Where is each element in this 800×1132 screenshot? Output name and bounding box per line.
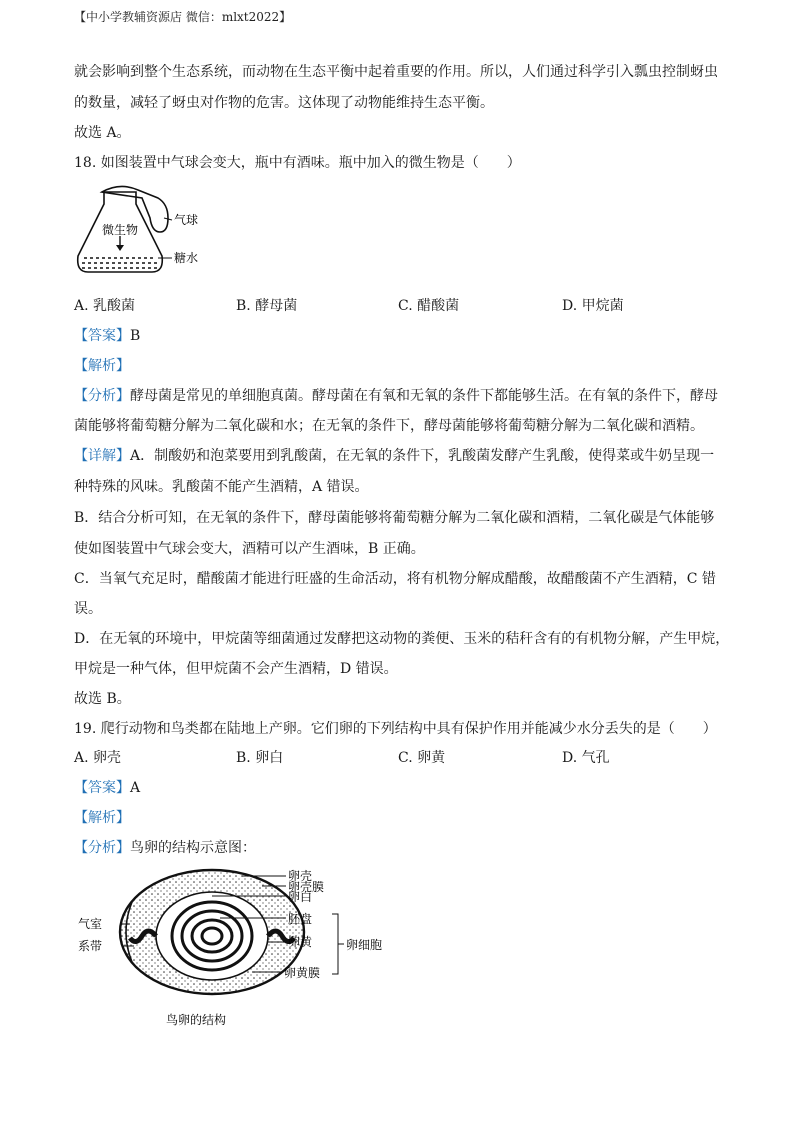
sugar-water-liquid [82,258,158,268]
intro-line-2: 的数量，减轻了蚜虫对作物的危害。这体现了动物能维持生态平衡。 [74,95,494,111]
q18-xiangjie-3: B．结合分析可知，在无氧的条件下，酵母菌能够将葡萄糖分解为二氧化碳和酒精，二氧化碳是气体能够 [74,510,715,526]
label-chalaza: 系带 [78,939,103,953]
q18-xiangjie-4: 使如图装置中气球会变大，酒精可以产生酒味，B 正确。 [74,541,425,557]
label-shell: 卵壳 [288,869,313,883]
label-shell-membrane: 卵壳膜 [288,880,325,894]
q18-xiangjie-1: 【详解】A．制酸奶和泡菜要用到乳酸菌，在无氧的条件下，乳酸菌发酵产生乳酸，使得菜或牛奶呈现一 [74,448,715,464]
label-yolk: 卵黄 [288,935,313,949]
figure-caption: 鸟卵的结构 [166,1013,227,1027]
q18-xiangjie-5: C．当氧气充足时，醋酸菌才能进行旺盛的生命活动，将有机物分解成醋酸，故醋酸菌不产生酒精，C 错 [74,571,716,587]
q19-stem: 19. 爬行动物和鸟类都在陆地上产卵。它们卵的下列结构中具有保护作用并能减少水分丢失的是（ ） [74,721,717,737]
label-albumen: 卵白 [288,890,313,904]
label-germinal-disc: 胚盘 [288,912,313,926]
q18-fenxi-2: 菌能够将葡萄糖分解为二氧化碳和水；在无氧的条件下，酵母菌能够将葡萄糖分解为二氧化碳和酒精。 [74,418,704,434]
answer-tag: 【答案】 [74,328,130,344]
egg-structure-figure [72,862,402,1030]
q18-option-d: D. 甲烷菌 [562,298,624,314]
q19-analysis-tag: 【解析】 [74,810,130,826]
q18-conclusion: 故选 B。 [74,691,131,707]
label-yolk-membrane: 卵黄膜 [284,966,321,980]
header-watermark: 【中小学教辅资源店 微信：mlxt2022】 [74,10,292,24]
q18-option-b: B. 酵母菌 [236,298,298,314]
q18-stem: 18. 如图装置中气球会变大，瓶中有酒味。瓶中加入的微生物是（ ） [74,155,521,171]
q18-fenxi-1: 【分析】酵母菌是常见的单细胞真菌。酵母菌在有氧和无氧的条件下都能够生活。在有氧的条件下，酵母 [74,388,718,404]
q18-xiangjie-2: 种特殊的风味。乳酸菌不能产生酒精，A 错误。 [74,479,369,495]
q19-option-c: C. 卵黄 [398,750,446,766]
label-egg-cell: 卵细胞 [346,938,383,952]
q18-xiangjie-8: 甲烷是一种气体，但甲烷菌不会产生酒精，D 错误。 [74,661,398,677]
intro-line-1: 就会影响到整个生态系统，而动物在生态平衡中起着重要的作用。所以，人们通过科学引入瓢虫控制蚜虫 [74,64,718,80]
label-microbe: 微生物 [102,223,139,237]
label-sugar-water: 糖水 [174,251,199,265]
label-balloon: 气球 [174,213,199,227]
q18-analysis-tag: 【解析】 [74,358,130,374]
intro-conclusion: 故选 A。 [74,125,131,141]
q18-answer [74,326,140,346]
q19-answer: 【答案】A [74,780,141,796]
q19-option-a: A. 卵壳 [74,750,122,766]
q18-xiangjie-7: D．在无氧的环境中，甲烷菌等细菌通过发酵把这动物的粪便、玉米的秸秆含有的有机物分解，产生甲烷， [74,631,730,647]
q19-option-b: B. 卵白 [236,750,284,766]
q19-fenxi: 【分析】鸟卵的结构示意图： [74,840,256,856]
label-air-chamber: 气室 [78,917,103,931]
q19-option-d: D. 气孔 [562,750,610,766]
q18-option-a: A. 乳酸菌 [74,298,136,314]
answer-value: B [130,328,141,344]
q18-option-c: C. 醋酸菌 [398,298,460,314]
q18-apparatus-figure [72,184,202,278]
q18-xiangjie-6: 误。 [74,601,102,617]
